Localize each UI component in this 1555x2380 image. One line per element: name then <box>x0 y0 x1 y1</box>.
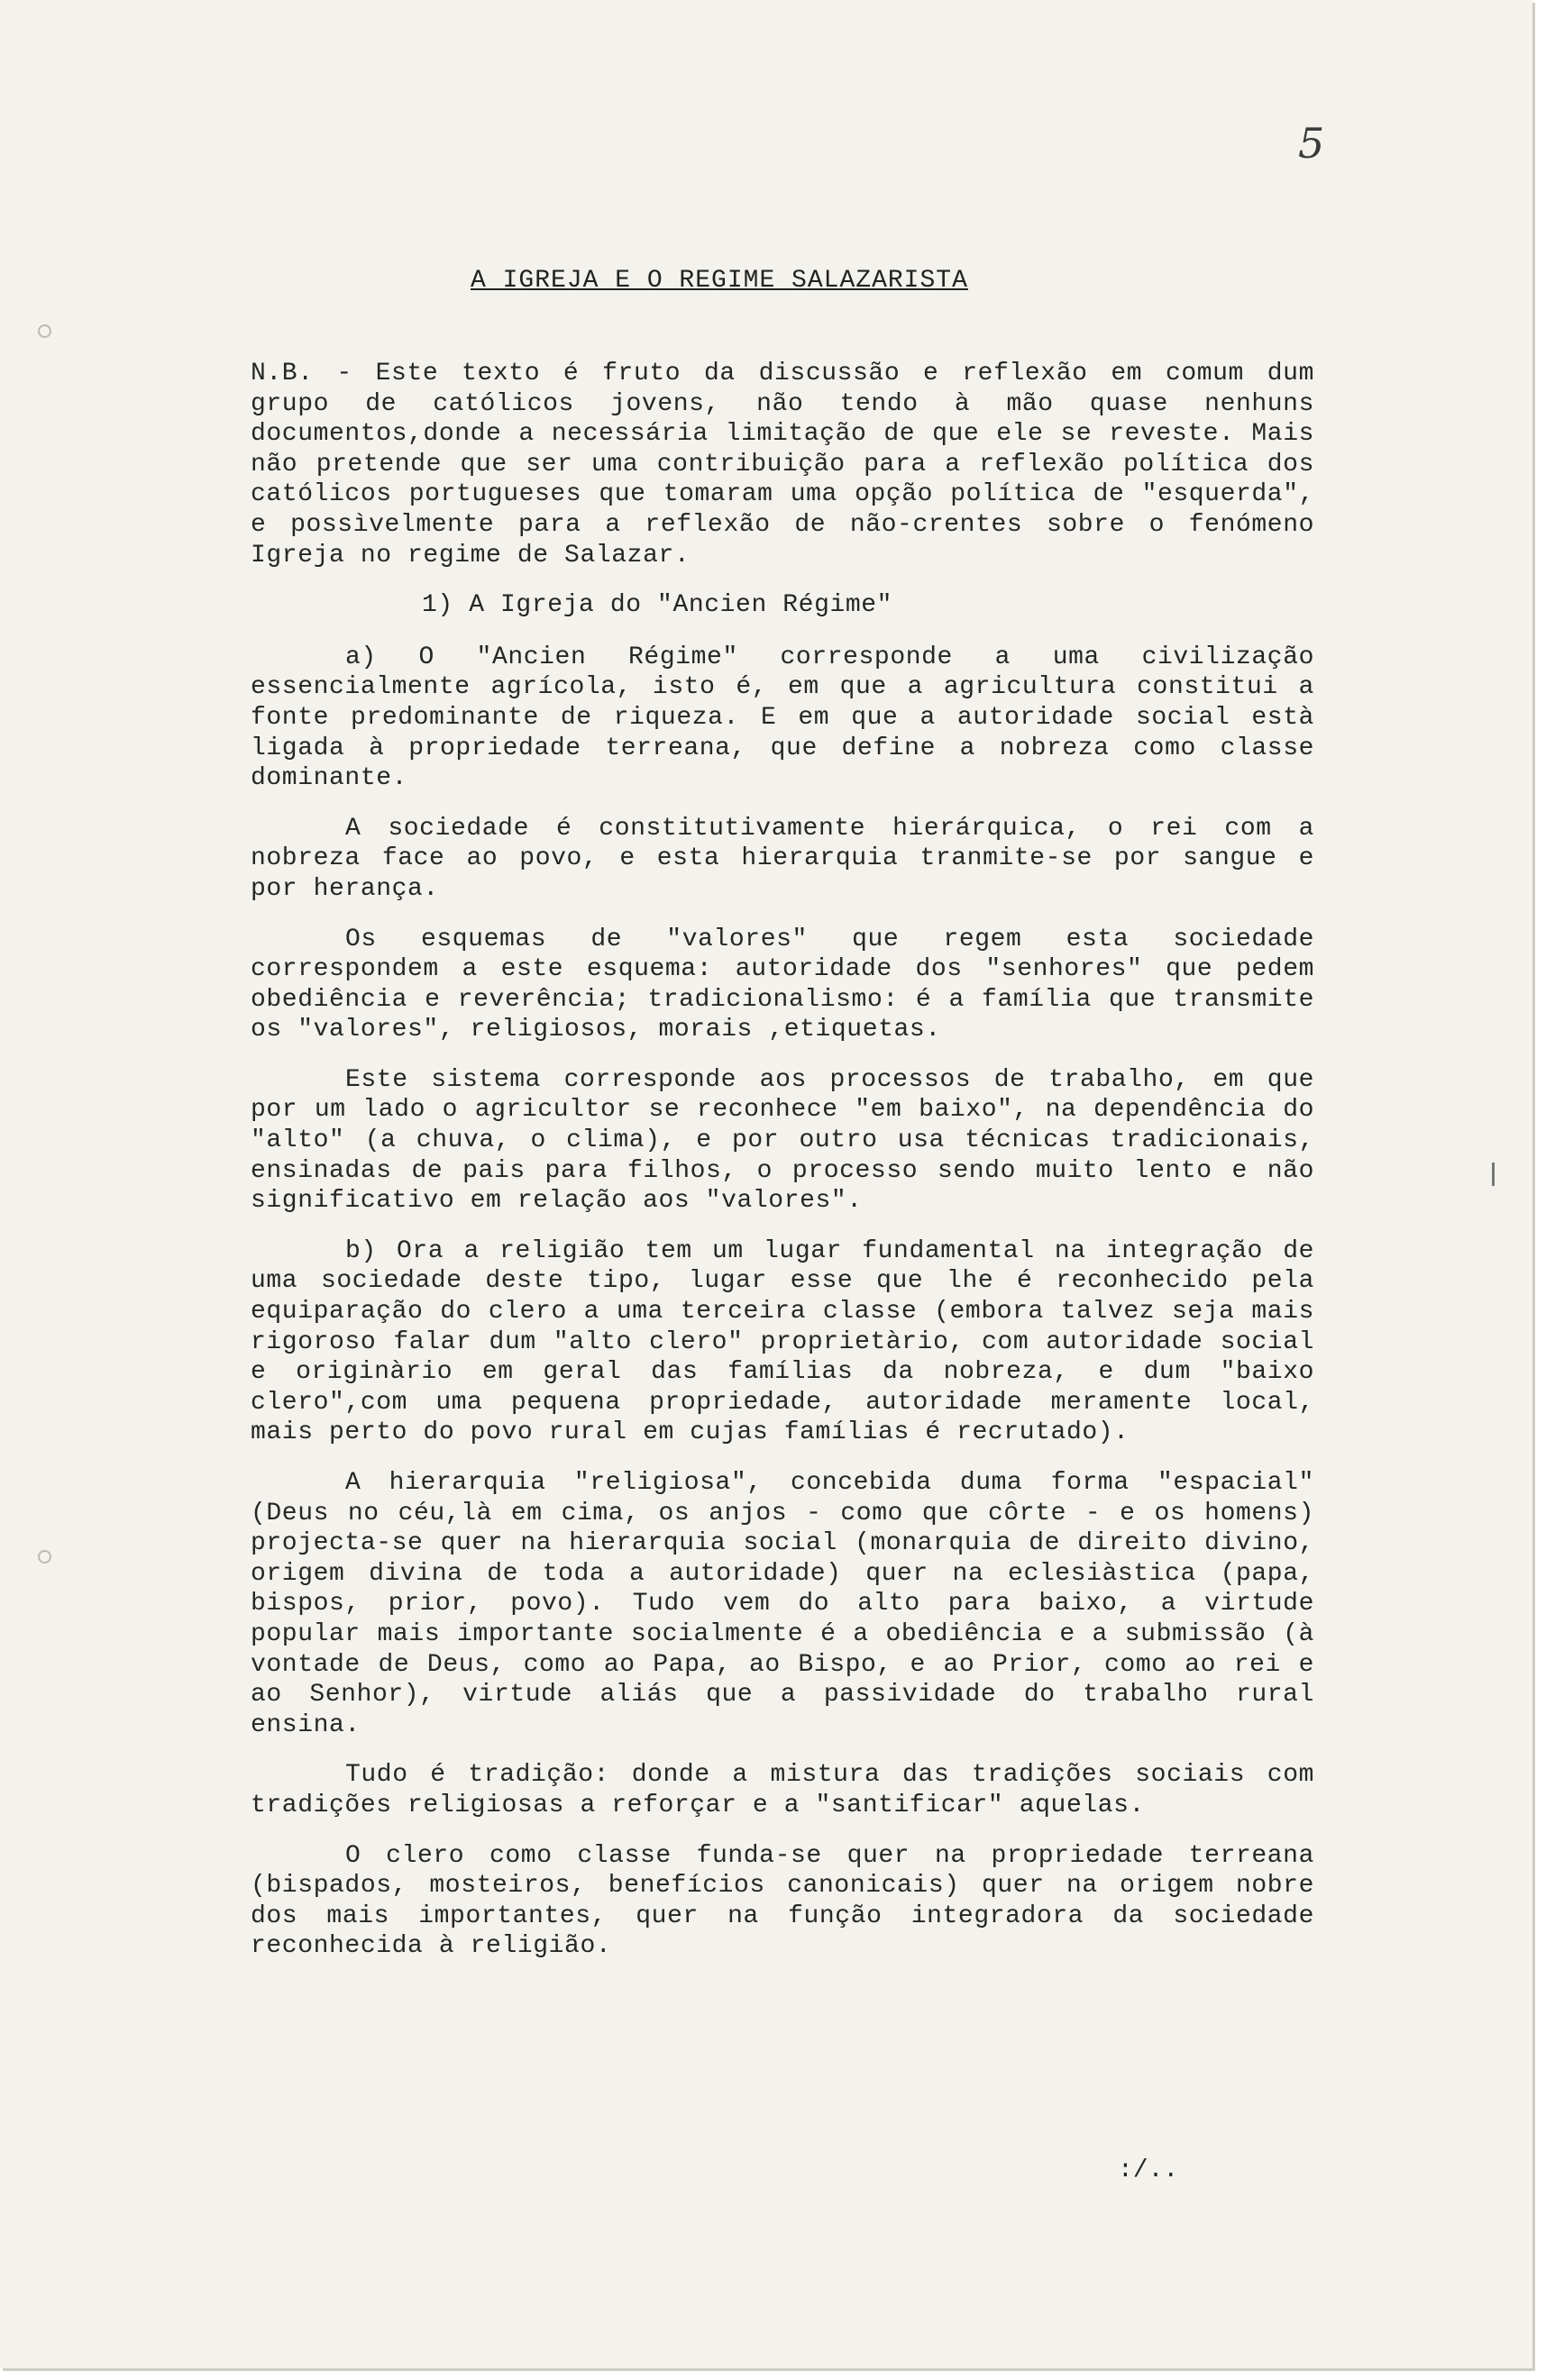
body-paragraph: A hierarquia "religiosa", concebida duma forma "espacial" (Deus no céu,là em cima, os anjos - como que côrte - e os homens) projecta-se quer na hierarquia social (monarquia de direito divino, origem divina de toda a autoridade) quer na eclesiàstica (papa, bispos, prior, povo). Tudo vem do alto para baixo, a virtude popular mais importante socialmente é a obediência e a submissão (à vontade de Deus, como ao Papa, ao Bispo, e ao Prior, como ao rei e ao Senhor), virtude aliás que a passividade do trabalho rural ensina. <box>251 1469 1314 1739</box>
body-paragraph: b) Ora a religião tem um lugar fundamental na integração de uma sociedade deste tipo, lugar esse que lhe é reconhecido pela equiparação do clero a uma terceira classe (embora talvez seja mais rigoroso falar dum "alto clero" proprietàrio, com autoridade social e originàrio em geral das famílias da nobreza, e dum "baixo clero",com uma pequena propriedade, autoridade meramente local, mais perto do povo rural em cujas famílias é recrutado). <box>251 1236 1314 1447</box>
document-body <box>251 359 1314 1982</box>
document-title: A IGREJA E O REGIME SALAZARISTA <box>471 267 968 295</box>
page-number: 5 <box>1298 119 1325 168</box>
margin-mark <box>1492 1163 1495 1186</box>
body-paragraph: Os esquemas de "valores" que regem esta sociedade correspondem a este esquema: autoridade dos "senhores" que pedem obediência e reverência; tradicionalismo: é a família que transmite os "valores", religiosos, morais ,etiquetas. <box>251 925 1314 1044</box>
body-paragraph: O clero como classe funda-se quer na propriedade terreana (bispados, mosteiros, benefícios canonicais) quer na origem nobre dos mais importantes, quer na função integradora da sociedade reconhecida à religião. <box>251 1841 1314 1961</box>
body-paragraph: A sociedade é constitutivamente hierárquica, o rei com a nobreza face ao povo, e esta hierarquia tranmite-se por sangue e por herança. <box>251 814 1314 903</box>
section-heading: 1) A Igreja do "Ancien Régime" <box>422 591 893 620</box>
body-paragraph: Este sistema corresponde aos processos de trabalho, em que por um lado o agricultor se reconhece "em baixo", na dependência do "alto" (a chuva, o clima), e por outro usa técnicas tradicionais, ensinadas de pais para filhos, o processo sendo muito lento e não significativo em relação aos "valores". <box>251 1065 1314 1216</box>
body-paragraph: Tudo é tradição: donde a mistura das tradições sociais com tradições religiosas a reforçar e a "santificar" aquelas. <box>251 1761 1314 1819</box>
body-paragraph: a) O "Ancien Régime" corresponde a uma civilização essencialmente agrícola, isto é, em que a agricultura constitui a fonte predominante de riqueza. E em que a autoridade social està ligada à propriedade terreana, que define a nobreza como classe dominante. <box>251 643 1314 793</box>
punch-hole-mark <box>38 1550 51 1564</box>
continuation-mark: :/.. <box>1118 2157 1179 2184</box>
note-paragraph: N.B. - Este texto é fruto da discussão e reflexão em comum dum grupo de católicos jovens, não tendo à mão quase nenhuns documentos,donde a necessária limitação de que ele se reveste. Mais não pretende que ser uma contribuição para a reflexão política dos católicos portugueses que tomaram uma opção política de "esquerda", e possìvelmente para a reflexão de não-crentes sobre o fenómeno Igreja no regime de Salazar. <box>251 360 1314 570</box>
punch-hole-mark <box>38 324 51 338</box>
